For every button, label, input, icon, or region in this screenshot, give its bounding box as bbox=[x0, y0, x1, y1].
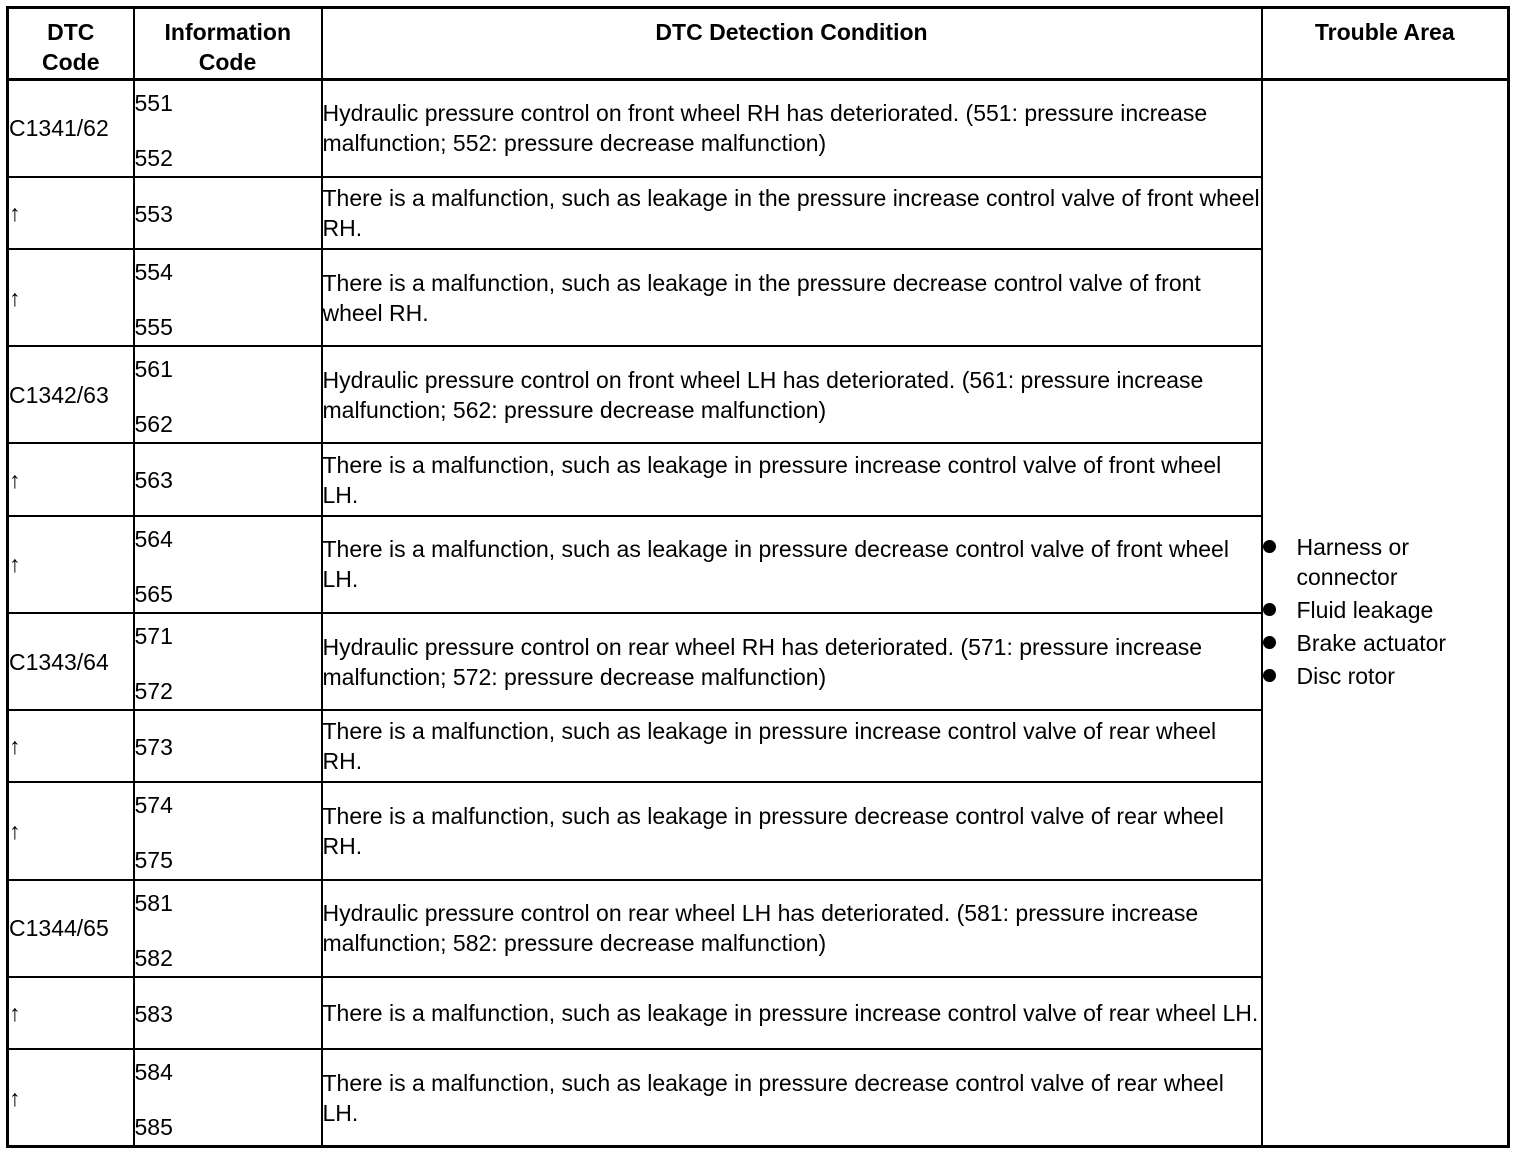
dtc-code-cell: ↑ bbox=[8, 249, 134, 346]
dtc-code-cell: ↑ bbox=[8, 977, 134, 1049]
detection-condition-cell: Hydraulic pressure control on front wheel RH has deteriorated. (551: pressure increase malfunction; 552: pressure decrease malfunction) bbox=[322, 80, 1262, 177]
trouble-area-list bbox=[1263, 532, 1508, 691]
information-code: 584 bbox=[134, 1059, 173, 1086]
dtc-code-cell: C1343/64 bbox=[8, 613, 134, 710]
header-dtc-code: DTC Code bbox=[8, 8, 134, 80]
bullet-icon bbox=[1263, 540, 1276, 553]
information-code: 583 bbox=[134, 1000, 173, 1027]
information-code: 565 bbox=[134, 580, 173, 607]
information-code: 555 bbox=[134, 313, 173, 340]
information-code: 552 bbox=[134, 145, 173, 171]
information-code: 582 bbox=[134, 944, 173, 971]
trouble-area-cell bbox=[1262, 80, 1509, 1147]
information-code-cell bbox=[134, 249, 322, 346]
detection-condition-cell: Hydraulic pressure control on rear wheel RH has deteriorated. (571: pressure increase malfunction; 572: pressure decrease malfunction) bbox=[322, 613, 1262, 710]
detection-condition-cell: There is a malfunction, such as leakage in pressure increase control valve of front wheel LH. bbox=[322, 443, 1262, 515]
information-code-cell bbox=[134, 516, 322, 613]
detection-condition-cell: There is a malfunction, such as leakage in pressure increase control valve of rear wheel LH. bbox=[322, 977, 1262, 1049]
dtc-code-cell: ↑ bbox=[8, 443, 134, 515]
header-information-code: Information Code bbox=[134, 8, 322, 80]
information-code-cell bbox=[134, 710, 322, 782]
information-code-cell bbox=[134, 613, 322, 710]
information-code: 581 bbox=[134, 889, 173, 916]
information-code: 572 bbox=[134, 677, 173, 704]
dtc-code-cell: ↑ bbox=[8, 516, 134, 613]
bullet-icon bbox=[1263, 636, 1276, 649]
detection-condition-cell: There is a malfunction, such as leakage in the pressure increase control valve of front wheel RH. bbox=[322, 177, 1262, 249]
detection-condition-cell: There is a malfunction, such as leakage in pressure increase control valve of rear wheel RH. bbox=[322, 710, 1262, 782]
dtc-code-cell: C1342/63 bbox=[8, 346, 134, 443]
detection-condition-cell: There is a malfunction, such as leakage in the pressure decrease control valve of front wheel RH. bbox=[322, 249, 1262, 346]
dtc-code-cell: C1341/62 bbox=[8, 80, 134, 177]
trouble-area-text: Disc rotor bbox=[1296, 663, 1395, 689]
header-row bbox=[8, 8, 1509, 80]
dtc-code-cell: C1344/65 bbox=[8, 880, 134, 977]
information-code-cell bbox=[134, 443, 322, 515]
bullet-icon bbox=[1263, 603, 1276, 616]
information-code-cell bbox=[134, 80, 322, 177]
information-code-cell bbox=[134, 782, 322, 879]
information-code-cell bbox=[134, 177, 322, 249]
trouble-area-text: Brake actuator bbox=[1296, 630, 1447, 656]
information-code: 553 bbox=[134, 200, 173, 227]
information-code: 571 bbox=[134, 622, 173, 649]
header-trouble-area: Trouble Area bbox=[1262, 8, 1509, 80]
detection-condition-cell: There is a malfunction, such as leakage in pressure decrease control valve of rear wheel LH. bbox=[322, 1049, 1262, 1146]
dtc-table bbox=[6, 6, 1510, 1148]
information-code-cell bbox=[134, 346, 322, 443]
information-code: 561 bbox=[134, 356, 173, 383]
trouble-area-item bbox=[1263, 628, 1508, 658]
dtc-code-cell: ↑ bbox=[8, 1049, 134, 1146]
dtc-code-cell: ↑ bbox=[8, 177, 134, 249]
trouble-area-text: Harness or connector bbox=[1296, 534, 1409, 590]
detection-condition-cell: Hydraulic pressure control on rear wheel LH has deteriorated. (581: pressure increase malfunction; 582: pressure decrease malfunction) bbox=[322, 880, 1262, 977]
bullet-icon bbox=[1263, 669, 1276, 682]
information-code: 564 bbox=[134, 525, 173, 552]
dtc-code-cell: ↑ bbox=[8, 782, 134, 879]
information-code: 563 bbox=[134, 467, 173, 494]
trouble-area-text: Fluid leakage bbox=[1296, 597, 1434, 623]
information-code: 575 bbox=[134, 847, 173, 874]
table-row bbox=[8, 80, 1509, 177]
header-detection-condition: DTC Detection Condition bbox=[322, 8, 1262, 80]
information-code: 574 bbox=[134, 792, 173, 819]
information-code-cell bbox=[134, 1049, 322, 1146]
detection-condition-cell: There is a malfunction, such as leakage in pressure decrease control valve of front wheel LH. bbox=[322, 516, 1262, 613]
table-body bbox=[8, 80, 1509, 1147]
information-code: 554 bbox=[134, 258, 173, 285]
information-code-cell bbox=[134, 977, 322, 1049]
information-code: 573 bbox=[134, 734, 173, 761]
information-code: 562 bbox=[134, 411, 173, 438]
trouble-area-item bbox=[1263, 595, 1508, 625]
detection-condition-cell: Hydraulic pressure control on front wheel LH has deteriorated. (561: pressure increase malfunction; 562: pressure decrease malfunction) bbox=[322, 346, 1262, 443]
trouble-area-item bbox=[1263, 661, 1508, 691]
information-code-cell bbox=[134, 880, 322, 977]
information-code: 585 bbox=[134, 1114, 173, 1141]
detection-condition-cell: There is a malfunction, such as leakage in pressure decrease control valve of rear wheel RH. bbox=[322, 782, 1262, 879]
dtc-code-cell: ↑ bbox=[8, 710, 134, 782]
trouble-area-item bbox=[1263, 532, 1508, 592]
information-code: 551 bbox=[134, 90, 173, 116]
